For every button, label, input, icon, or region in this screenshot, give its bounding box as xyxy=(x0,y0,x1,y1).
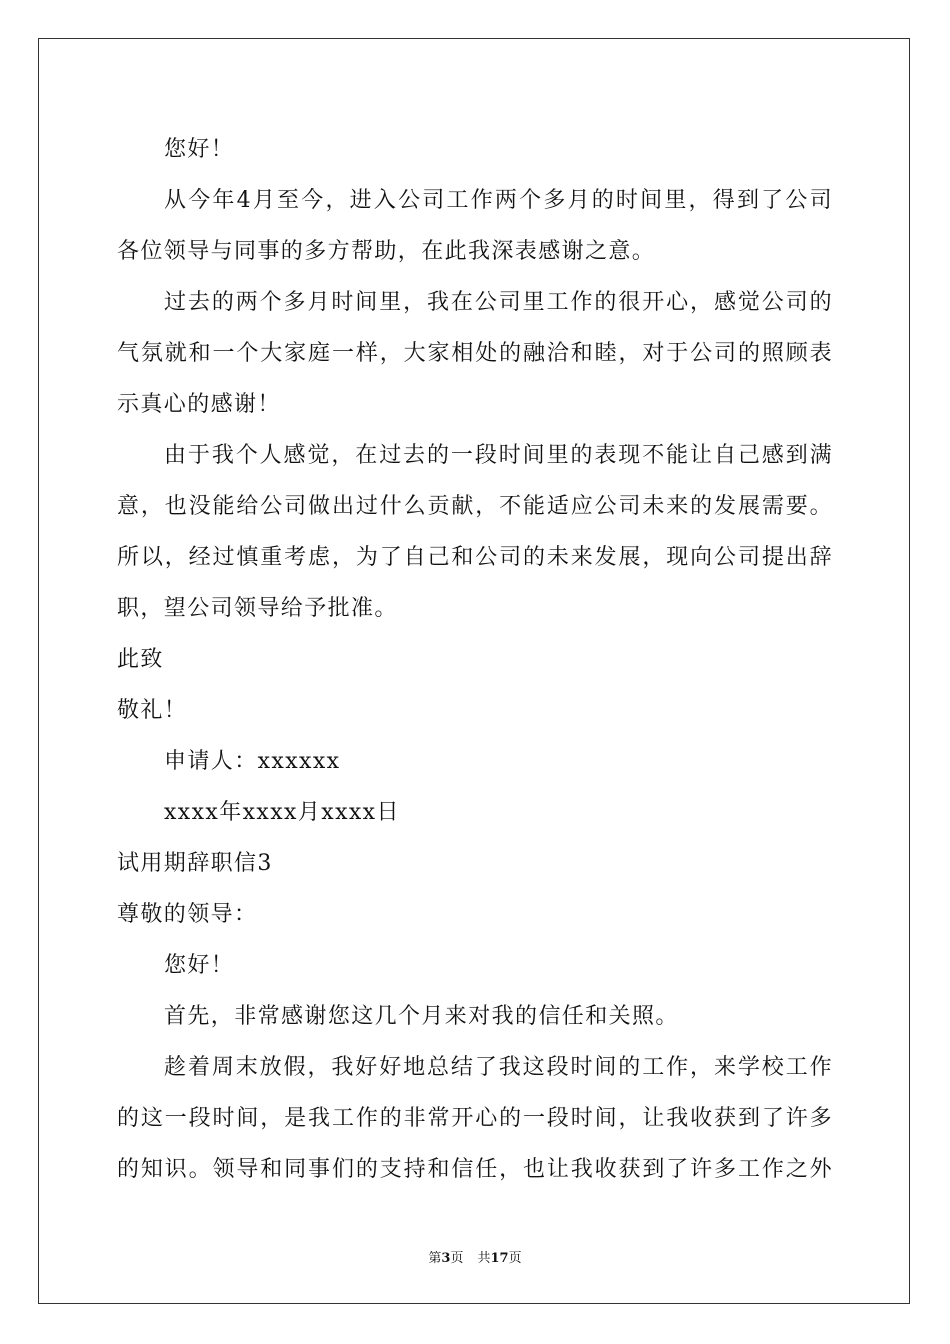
text-line: 示真心的感谢！ xyxy=(117,392,281,417)
document-body xyxy=(117,124,833,1195)
page-footer xyxy=(0,1247,950,1266)
text-line: 职，望公司领导给予批准。 xyxy=(117,596,398,621)
text-line: 过去的两个多月时间里，我在公司里工作的很开心，感觉公司的 xyxy=(164,290,833,315)
text-line: 所以，经过慎重考虑，为了自己和公司的未来发展，现向公司提出辞 xyxy=(117,545,833,570)
text-line: 试用期辞职信3 xyxy=(117,851,273,876)
text-line: 尊敬的领导： xyxy=(117,902,258,927)
page-suffix: 页 xyxy=(450,1251,464,1266)
total-prefix: 共 xyxy=(477,1251,491,1266)
page-total: 17 xyxy=(490,1251,509,1266)
page-current: 3 xyxy=(441,1251,451,1266)
text-line: 此致 xyxy=(117,647,164,672)
text-line: 的知识。领导和同事们的支持和信任，也让我收获到了许多工作之外 xyxy=(117,1157,833,1182)
text-line: 由于我个人感觉，在过去的一段时间里的表现不能让自己感到满 xyxy=(164,443,833,468)
text-line: 敬礼！ xyxy=(117,698,188,723)
text-line: 气氛就和一个大家庭一样，大家相处的融洽和睦，对于公司的照顾表 xyxy=(117,341,833,366)
text-line: 您好！ xyxy=(164,953,235,978)
total-suffix: 页 xyxy=(508,1251,522,1266)
text-line: xxxx年xxxx月xxxx日 xyxy=(164,800,400,825)
text-line: 申请人：xxxxxx xyxy=(164,749,341,774)
text-line: 从今年4月至今，进入公司工作两个多月的时间里，得到了公司 xyxy=(164,188,833,213)
page-prefix: 第 xyxy=(428,1251,442,1266)
text-line: 意，也没能给公司做出过什么贡献，不能适应公司未来的发展需要。 xyxy=(117,494,833,519)
text-line: 趁着周末放假，我好好地总结了我这段时间的工作，来学校工作 xyxy=(164,1055,833,1080)
text-line: 各位领导与同事的多方帮助，在此我深表感谢之意。 xyxy=(117,239,656,264)
text-line: 您好！ xyxy=(164,137,235,162)
text-line: 的这一段时间，是我工作的非常开心的一段时间，让我收获到了许多 xyxy=(117,1106,833,1131)
text-line: 首先，非常感谢您这几个月来对我的信任和关照。 xyxy=(164,1004,679,1029)
